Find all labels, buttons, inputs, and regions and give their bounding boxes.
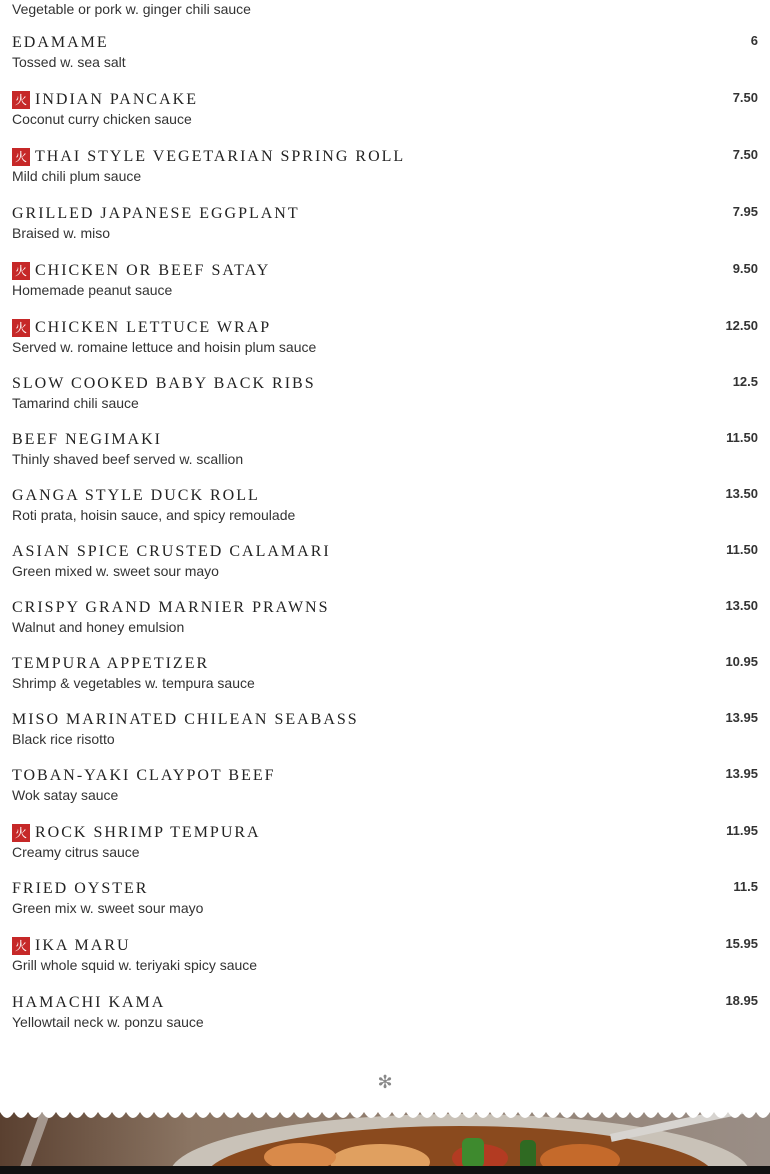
menu-item-price: 9.50: [732, 261, 758, 276]
menu-item-name-row: [12, 90, 758, 110]
menu-item: [12, 318, 758, 355]
menu-item: [12, 204, 758, 241]
food-photo-banner: [0, 1112, 770, 1174]
menu-item-name-row: [12, 374, 758, 394]
menu-item-description: Grill whole squid w. teriyaki spicy sauce: [12, 957, 258, 973]
menu-item-name: FRIED OYSTER: [12, 880, 149, 897]
menu-item-name: CHICKEN LETTUCE WRAP: [35, 319, 272, 336]
menu-item-name: SLOW COOKED BABY BACK RIBS: [12, 375, 316, 392]
menu-item-price: 11.50: [726, 542, 758, 557]
menu-item-name-row: [12, 879, 758, 899]
menu-item-description: Shrimp & vegetables w. tempura sauce: [12, 675, 255, 691]
menu-item-price: 11.5: [733, 879, 758, 894]
menu-item: [12, 430, 758, 467]
menu-item: [12, 823, 758, 860]
menu-item-description: Served w. romaine lettuce and hoisin plum sauce: [12, 339, 317, 355]
menu-item-price: 13.50: [725, 486, 758, 501]
menu-item-name: TOBAN-YAKI CLAYPOT BEEF: [12, 767, 276, 784]
menu-item: [12, 766, 758, 803]
menu-item-price: 13.50: [725, 598, 758, 613]
menu-item-description: Wok satay sauce: [12, 787, 119, 803]
menu-item-name-row: [12, 33, 758, 53]
menu-item-name: TEMPURA APPETIZER: [12, 655, 210, 672]
menu-item-price: 15.95: [725, 936, 758, 951]
menu-item-description: Yellowtail neck w. ponzu sauce: [12, 1014, 204, 1030]
menu-item-name-row: [12, 261, 758, 281]
menu-item-name-row: [12, 766, 758, 786]
menu-item-description: Braised w. miso: [12, 225, 111, 241]
menu-item-description: Homemade peanut sauce: [12, 282, 173, 298]
menu-item: [12, 879, 758, 916]
menu-item: [12, 710, 758, 747]
section-divider-icon: ✻: [377, 1072, 393, 1093]
menu-item-description: Coconut curry chicken sauce: [12, 111, 192, 127]
menu-item: [12, 542, 758, 579]
menu-item-name: BEEF NEGIMAKI: [12, 431, 162, 448]
menu-item-description: Walnut and honey emulsion: [12, 619, 185, 635]
spicy-icon: 火: [12, 262, 30, 280]
menu-item-name: THAI STYLE VEGETARIAN SPRING ROLL: [35, 148, 406, 165]
menu-item: [12, 654, 758, 691]
menu-item-price: 13.95: [725, 710, 758, 725]
menu-item-price: 7.50: [732, 90, 758, 105]
spicy-icon: 火: [12, 824, 30, 842]
menu-item: [12, 261, 758, 298]
menu-item: [12, 598, 758, 635]
menu-item-price: 7.95: [732, 204, 758, 219]
menu-item-description: Green mixed w. sweet sour mayo: [12, 563, 219, 579]
menu-item-description: Roti prata, hoisin sauce, and spicy remoulade: [12, 507, 296, 523]
menu-item-name: CRISPY GRAND MARNIER PRAWNS: [12, 599, 330, 616]
menu-item-name-row: [12, 654, 758, 674]
menu-item: [12, 90, 758, 127]
menu-item-price: 18.95: [725, 993, 758, 1008]
menu-item-price: 11.50: [726, 430, 758, 445]
menu-item-description: Thinly shaved beef served w. scallion: [12, 451, 244, 467]
menu-item-name: ROCK SHRIMP TEMPURA: [35, 824, 261, 841]
menu-item-name-row: [12, 204, 758, 224]
menu-item: [12, 147, 758, 184]
menu-item-name-row: [12, 823, 758, 843]
menu-item-name: EDAMAME: [12, 34, 109, 51]
spicy-icon: 火: [12, 319, 30, 337]
menu-item-name-row: [12, 318, 758, 338]
spicy-icon: 火: [12, 937, 30, 955]
menu-item-name: INDIAN PANCAKE: [35, 91, 198, 108]
menu-item-description: Black rice risotto: [12, 731, 115, 747]
item-description-top: Vegetable or pork w. ginger chili sauce: [12, 1, 251, 17]
menu-item: [12, 374, 758, 411]
spicy-icon: 火: [12, 148, 30, 166]
menu-item-description: Mild chili plum sauce: [12, 168, 142, 184]
menu-item-price: 13.95: [725, 766, 758, 781]
spicy-icon: 火: [12, 91, 30, 109]
menu-item-name-row: [12, 486, 758, 506]
menu-item-name-row: [12, 542, 758, 562]
menu-item-name-row: [12, 936, 758, 956]
menu-item-name: HAMACHI KAMA: [12, 994, 166, 1011]
menu-item-name-row: [12, 598, 758, 618]
menu-item: [12, 33, 758, 70]
menu-item-name: ASIAN SPICE CRUSTED CALAMARI: [12, 543, 331, 560]
menu-item-price: 11.95: [726, 823, 758, 838]
menu-item-description: Creamy citrus sauce: [12, 844, 140, 860]
menu-item: [12, 936, 758, 973]
menu-item: [12, 993, 758, 1030]
menu-item-price: 6: [750, 33, 758, 48]
menu-item-name-row: [12, 147, 758, 167]
menu-item-name-row: [12, 710, 758, 730]
menu-item-name: MISO MARINATED CHILEAN SEABASS: [12, 711, 359, 728]
menu-item-name: GANGA STYLE DUCK ROLL: [12, 487, 260, 504]
menu-item-description: Tossed w. sea salt: [12, 54, 126, 70]
menu-item: [12, 486, 758, 523]
menu-item-description: Tamarind chili sauce: [12, 395, 139, 411]
menu-item-name: IKA MARU: [35, 937, 131, 954]
menu-item-price: 10.95: [725, 654, 758, 669]
menu-item-price: 7.50: [732, 147, 758, 162]
menu-item-name: CHICKEN OR BEEF SATAY: [35, 262, 271, 279]
menu-item-price: 12.50: [725, 318, 758, 333]
menu-item-name-row: [12, 430, 758, 450]
menu-item-description: Green mix w. sweet sour mayo: [12, 900, 204, 916]
menu-item-price: 12.5: [732, 374, 758, 389]
menu-item-name: GRILLED JAPANESE EGGPLANT: [12, 205, 300, 222]
menu-item-name-row: [12, 993, 758, 1013]
